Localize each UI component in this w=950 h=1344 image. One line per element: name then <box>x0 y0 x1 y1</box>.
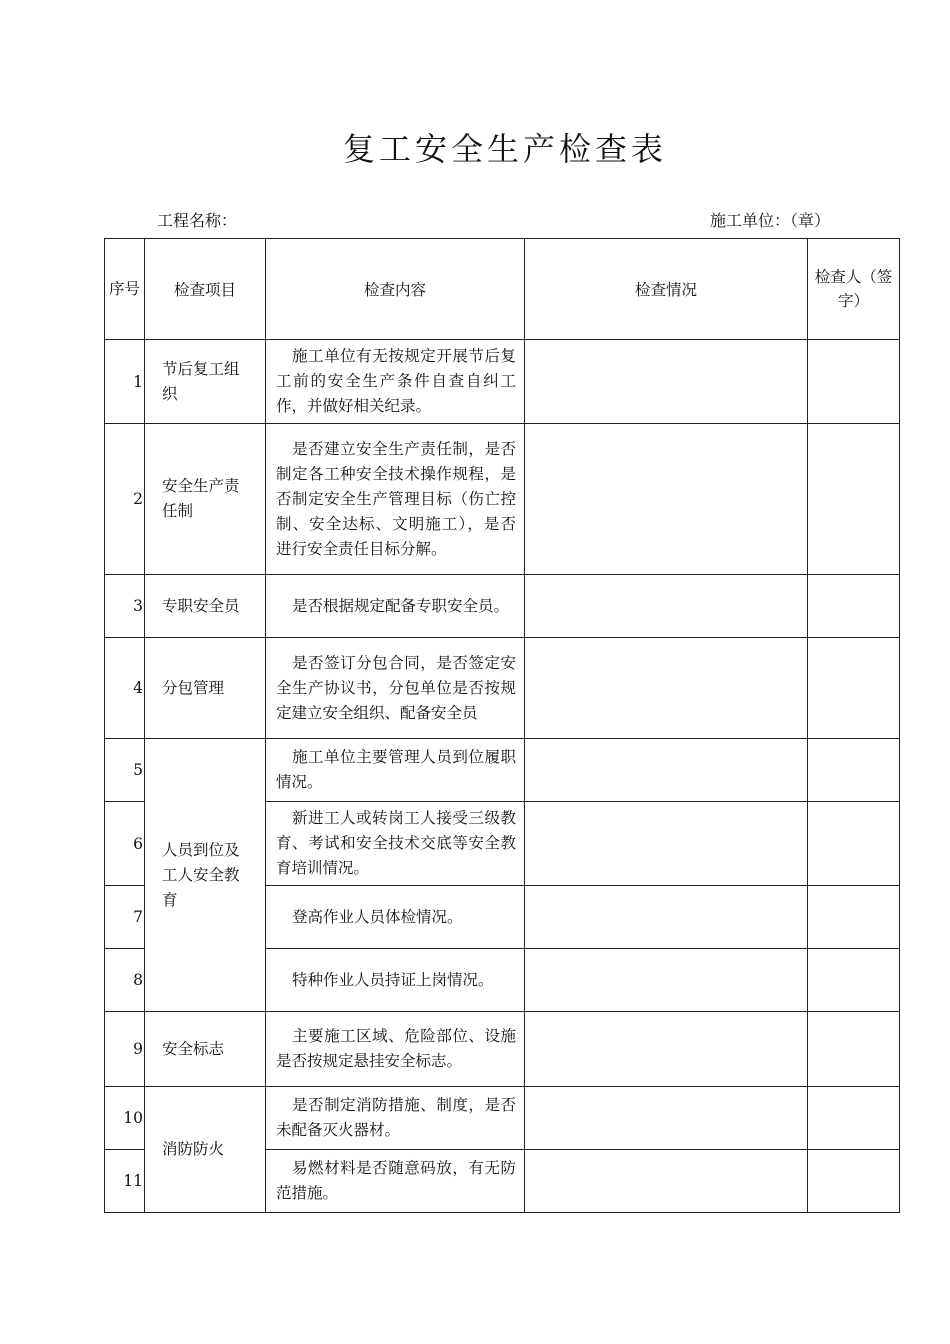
check-item: 安全生产责任制 <box>145 424 266 575</box>
check-status-cell[interactable] <box>525 886 808 949</box>
inspector-signature-cell[interactable] <box>808 1012 900 1087</box>
check-content: 易燃材料是否随意码放，有无防范措施。 <box>266 1150 525 1213</box>
project-name-label: 工程名称： <box>157 211 238 230</box>
table-row <box>105 739 900 802</box>
check-status-cell[interactable] <box>525 340 808 424</box>
check-status-cell[interactable] <box>525 949 808 1012</box>
check-content: 是否制定消防措施、制度，是否未配备灭火器材。 <box>266 1087 525 1150</box>
check-item: 分包管理 <box>145 638 266 739</box>
construction-unit-label: 施工单位：（章） <box>710 211 831 230</box>
row-number: 9 <box>105 1012 145 1087</box>
check-content: 是否建立安全生产责任制，是否制定各工种安全技术操作规程，是否制定安全生产管理目标（伤亡控制、安全达标、文明施工），是否进行安全责任目标分解。 <box>266 424 525 575</box>
inspection-table <box>104 238 900 1213</box>
check-content: 新进工人或转岗工人接受三级教育、考试和安全技术交底等安全教育培训情况。 <box>266 802 525 886</box>
check-content: 施工单位有无按规定开展节后复工前的安全生产条件自查自纠工作，并做好相关纪录。 <box>266 340 525 424</box>
inspector-signature-cell[interactable] <box>808 638 900 739</box>
check-content: 施工单位主要管理人员到位履职情况。 <box>266 739 525 802</box>
page-title: 复工安全生产检查表 <box>342 130 667 169</box>
check-status-cell[interactable] <box>525 638 808 739</box>
row-number: 4 <box>105 638 145 739</box>
inspector-signature-cell[interactable] <box>808 424 900 575</box>
header-inspector: 检查人（签字） <box>808 239 900 340</box>
table-row <box>105 638 900 739</box>
check-content: 登高作业人员体检情况。 <box>266 886 525 949</box>
table-row <box>105 1087 900 1150</box>
check-item: 消防防火 <box>145 1087 266 1213</box>
check-item: 专职安全员 <box>145 575 266 638</box>
row-number: 2 <box>105 424 145 575</box>
check-content: 是否签订分包合同，是否签定安全生产协议书，分包单位是否按规定建立安全组织、配备安全员 <box>266 638 525 739</box>
row-number: 1 <box>105 340 145 424</box>
row-number: 10 <box>105 1087 145 1150</box>
check-item: 安全标志 <box>145 1012 266 1087</box>
check-status-cell[interactable] <box>525 1150 808 1213</box>
table-row <box>105 1012 900 1087</box>
inspector-signature-cell[interactable] <box>808 739 900 802</box>
table-row <box>105 424 900 575</box>
check-item: 节后复工组织 <box>145 340 266 424</box>
check-status-cell[interactable] <box>525 424 808 575</box>
inspector-signature-cell[interactable] <box>808 1087 900 1150</box>
inspector-signature-cell[interactable] <box>808 340 900 424</box>
row-number: 3 <box>105 575 145 638</box>
header-content: 检查内容 <box>266 239 525 340</box>
check-content: 特种作业人员持证上岗情况。 <box>266 949 525 1012</box>
inspector-signature-cell[interactable] <box>808 575 900 638</box>
check-status-cell[interactable] <box>525 739 808 802</box>
check-content: 主要施工区域、危险部位、设施是否按规定悬挂安全标志。 <box>266 1012 525 1087</box>
table-row <box>105 340 900 424</box>
check-status-cell[interactable] <box>525 802 808 886</box>
check-status-cell[interactable] <box>525 1087 808 1150</box>
table-header-row <box>105 239 900 340</box>
inspector-signature-cell[interactable] <box>808 886 900 949</box>
row-number: 5 <box>105 739 145 802</box>
check-content: 是否根据规定配备专职安全员。 <box>266 575 525 638</box>
row-number: 6 <box>105 802 145 886</box>
check-item: 人员到位及工人安全教育 <box>145 739 266 1012</box>
row-number: 8 <box>105 949 145 1012</box>
inspector-signature-cell[interactable] <box>808 802 900 886</box>
header-no: 序号 <box>105 239 145 340</box>
table-row <box>105 575 900 638</box>
inspector-signature-cell[interactable] <box>808 949 900 1012</box>
check-status-cell[interactable] <box>525 575 808 638</box>
row-number: 7 <box>105 886 145 949</box>
header-item: 检查项目 <box>145 239 266 340</box>
inspector-signature-cell[interactable] <box>808 1150 900 1213</box>
header-status: 检查情况 <box>525 239 808 340</box>
row-number: 11 <box>105 1150 145 1213</box>
check-status-cell[interactable] <box>525 1012 808 1087</box>
